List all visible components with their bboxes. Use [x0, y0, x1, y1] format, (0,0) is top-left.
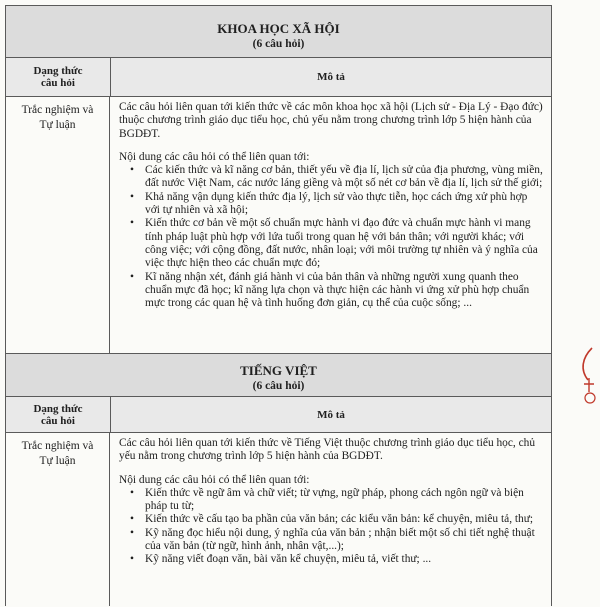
list-item: • Khả năng vận dụng kiến thức địa lý, lịch sử vào thực tiễn, học cách ứng xử phù hợp với tự nhiên và xã hội; — [145, 191, 545, 218]
column-header-type-line1: Dạng thức — [33, 402, 83, 415]
question-type-line2: Tự luận — [39, 455, 76, 467]
description-intro: Các câu hỏi liên quan tới kiến thức về Tiếng Việt thuộc chương trình giáo dục tiểu học, chủ yếu nằm trong chương trình lớp 5 hiện hành của BGDĐT. — [119, 437, 536, 463]
table-row — [6, 97, 551, 354]
description-intro: Các câu hỏi liên quan tới kiến thức về các môn khoa học xã hội (Lịch sử - Địa Lý - Đạo đức) thuộc chương trình giáo dục tiểu học, chủ yếu nằm trong chương trình lớp 5 hiện hành của BGDĐT. — [119, 101, 543, 140]
section-title: KHOA HỌC XÃ HỘI — [217, 21, 340, 36]
question-type-line2: Tự luận — [39, 119, 76, 131]
section-header-social-science — [6, 6, 551, 58]
content-list — [119, 164, 545, 310]
section-title: TIẾNG VIỆT — [240, 363, 317, 378]
list-item: • Kiến thức cơ bản về một số chuẩn mực hành vi đạo đức và chuẩn mực hành vi mang tính pháp luật phù hợp với lứa tuổi trong quan hệ với bản thân; với người khác; với công việc; với cộng đồng, đất nước, nhân loại; với môi trường tự nhiên và ý nghĩa của việc thực hiện theo các chuẩn mực đó; — [145, 217, 545, 270]
list-item: • Kĩ năng nhận xét, đánh giá hành vi của bản thân và những người xung quanh theo chuẩn mực đã học; kĩ năng lựa chọn và thực hiện các hành vi ứng xử phù hợp chuẩn mực trong các quan hệ và tình huống đơn giản, cụ thể của cuộc sống; ... — [145, 271, 545, 311]
column-header-type — [6, 397, 111, 432]
column-header-row — [6, 58, 551, 97]
question-type-line1: Trắc nghiệm và — [21, 440, 94, 452]
column-header-type-line2: câu hỏi — [41, 77, 75, 89]
content-list — [119, 487, 545, 567]
stamp-mark-icon — [570, 340, 600, 410]
question-type — [6, 97, 110, 353]
description-cell — [111, 97, 551, 353]
description-lead: Nội dung các câu hỏi có thể liên quan tới: — [119, 473, 310, 486]
question-type-line1: Trắc nghiệm và — [21, 104, 94, 116]
column-header-type-line1: Dạng thức — [33, 65, 83, 77]
column-header-type — [6, 58, 111, 96]
description-lead: Nội dung các câu hỏi có thể liên quan tới: — [119, 150, 310, 163]
question-type — [6, 433, 110, 606]
column-header-description: Mô tả — [317, 71, 345, 83]
question-count: (6 câu hỏi) — [252, 38, 305, 50]
list-item: • Kỹ năng đọc hiểu nội dung, ý nghĩa của văn bản ; nhận biết một số chi tiết nghệ thuật của văn bản (từ ngữ, hình ảnh, nhân vật,...); — [145, 527, 545, 554]
column-header-row — [6, 397, 551, 433]
list-item: • Kiến thức về cấu tạo ba phần của văn bản; các kiểu văn bản: kể chuyện, miêu tả, thư; — [145, 513, 545, 526]
content-table — [5, 5, 552, 606]
description-cell — [111, 433, 551, 606]
list-item: • Các kiến thức và kĩ năng cơ bản, thiết yếu về địa lí, lịch sử của địa phương, vùng miền, đất nước Việt Nam, các nước láng giềng và một số nét cơ bản về địa lí, lịch sử thế giới; — [145, 164, 545, 191]
section-header-vietnamese — [6, 354, 551, 397]
table-row — [6, 433, 551, 606]
list-item: • Kỹ năng viết đoạn văn, bài văn kể chuyện, miêu tả, viết thư; ... — [145, 553, 545, 566]
column-header-type-line2: câu hỏi — [41, 414, 75, 427]
question-count: (6 câu hỏi) — [252, 380, 305, 392]
list-item: • Kiến thức về ngữ âm và chữ viết; từ vựng, ngữ pháp, phong cách ngôn ngữ và biện pháp tu từ; — [145, 487, 545, 514]
column-header-description: Mô tả — [317, 408, 345, 421]
